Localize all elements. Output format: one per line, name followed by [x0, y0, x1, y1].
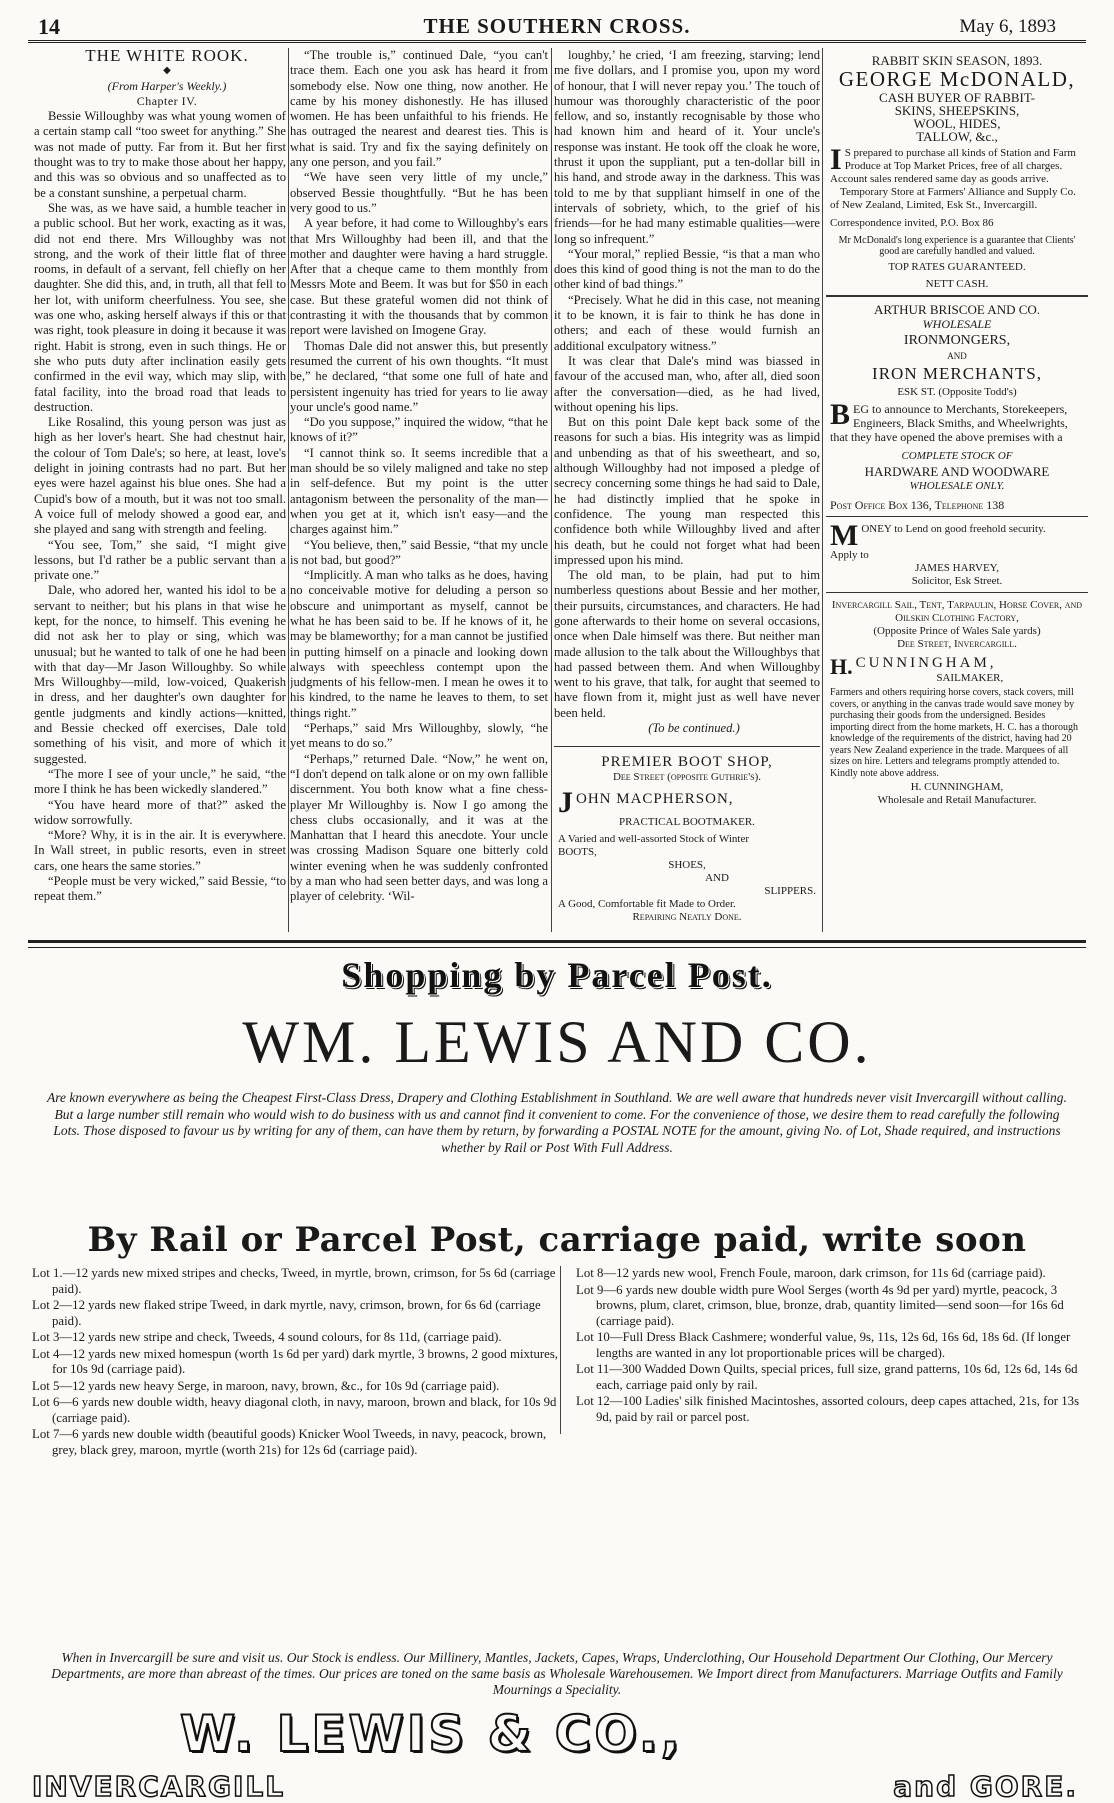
lot-item: Lot 6—6 yards new double width, heavy diagonal cloth, in navy, maroon, brown and black, for 10s 9d (carriage paid). [32, 1395, 557, 1425]
ad-line: COMPLETE STOCK OF [901, 450, 1013, 462]
money-ad [826, 516, 1088, 592]
drop-cap: M [830, 519, 859, 552]
lewis-intro: Are known everywhere as being the Cheapest First-Class Dress, Drapery and Clothing Establishment in Southland. We are well aware that hundreds never visit Invercargill without calling. But a large number still remain who would wish to do business with us and cannot find it convenient to come. For the convenience of those, we desire them to read carefully the following Lots. Those disposed to favour us by writing for any of them, can have them by return, by forwarding a POSTAL NOTE for the amount, giving No. of Lot, Shade required, and instructions whether by Rail or Post With Full Address. [47, 1090, 1067, 1155]
ad-line: JAMES HARVEY, [915, 562, 999, 574]
ad-line: WHOLESALE [922, 317, 992, 331]
rabbit-skin-ad [826, 48, 1088, 295]
ad-line: TOP RATES GUARANTEED. [888, 261, 1026, 273]
boot-shop-ad [554, 746, 820, 928]
ad-line: HARDWARE AND WOODWARE [864, 464, 1050, 479]
ad-line: A Good, Comfortable fit Made to Order. [558, 898, 736, 911]
bootmaker-trade: PRACTICAL BOOTMAKER. [619, 816, 755, 829]
page-number: 14 [38, 14, 60, 39]
paragraph: “Perhaps,” returned Dale. “Now,” he went on, “I don't depend on talk alone or on my own fallible discernment. You both know what a fine chess-player Mr Willoughby is. Now I go among the chess clubs occasionally, and it was at the Manhattan that I heard this anecdote. Your uncle was crossing Madison Square one bitterly cold winter evening when he was suddenly confronted by a man who had seen better days, and was long a player of celebrity. ‘Wil- [290, 751, 548, 904]
diamond-ornament: ◆ [163, 65, 171, 77]
ad-line: Dee Street, Invercargill. [897, 638, 1017, 650]
lot-item: Lot 4—12 yards new mixed homespun (worth 1s 6d per yard) dark myrtle, 3 browns, 2 good mixtures, for 10s 9d (carriage paid). [32, 1346, 559, 1376]
boot-shop-title: PREMIER BOOT SHOP, [601, 754, 773, 771]
paragraph: “You believe, then,” said Bessie, “that my uncle is not bad, but good?” [290, 537, 548, 567]
merchant-name: ARTHUR BRISCOE AND CO. [873, 302, 1041, 317]
column-rule [822, 48, 823, 932]
ad-line: SKINS, SHEEPSKINS, [894, 103, 1020, 118]
ad-body: S prepared to purchase all kinds of Station and Farm Produce at Top Market Prices, free of all charges. Account sales rendered same day as goods arrive. [830, 147, 1076, 185]
ad-line: TALLOW, &c., [916, 129, 998, 144]
lot-item: Lot 2—12 yards new flaked stripe Tweed, in dark myrtle, navy, crimson, brown, for 6s 6d (carriage paid). [32, 1298, 541, 1328]
section-rule [28, 940, 1086, 948]
to-be-continued: (To be continued.) [648, 721, 740, 736]
merchant-name: GEORGE McDONALD, [838, 67, 1076, 91]
paragraph: “We have seen very little of my uncle,” observed Bessie thoughtfully. “But he has been very good to us.” [290, 170, 548, 215]
ad-line: BOOTS, [558, 846, 597, 859]
ad-body: Farmers and others requiring horse covers, stack covers, mill covers, or anything in the canvas trade would save money by purchasing their goods from the undersigned. Besides importing direct from the home markets, H. C. has a thorough knowledge of the requirements of the district, having had 20 years New Zealand experience in the trade. Marquees of all sizes on hire. Letters and telegrams promptly attended to. Kindly note above address. [830, 687, 1079, 779]
bootmaker-name: OHN MACPHERSON, [576, 791, 734, 808]
ad-line: AND [947, 351, 967, 361]
drop-cap: J [558, 786, 573, 820]
ad-line: WHOLESALE ONLY. [909, 480, 1005, 492]
story-column-3 [554, 48, 820, 932]
column-rule [551, 48, 552, 932]
paragraph: “More? Why, it is in the air. It is everywhere. In Wall street, in public resorts, even in street cars, one hears the same stories.” [34, 828, 286, 873]
paragraph: “Precisely. What he did in this case, not meaning it to be known, it is fair to think he has done in others; and each of these would furnish an additional exculpatory witness.” [554, 292, 820, 353]
lots-left [20, 1266, 558, 1459]
briscoe-ad [826, 295, 1088, 516]
ad-line: Apply to [830, 549, 869, 561]
ad-line: Repairing Neatly Done. [632, 911, 742, 924]
paragraph: “The trouble is,” continued Dale, “you can't trace them. Each one you ask has heard it from somebody else. Now one thing, now another. He came by his money dishonestly. He has illused women. He has been unfaithful to his friends. He has outraged the nearest and dearest ties. This is what is said. Try and fix the saying definitely on any one person, and you fail.” [290, 48, 548, 170]
ad-heading: Invercargill Sail, Tent, Tarpaulin, Horse Cover, and Oilskin Clothing Factory, [831, 599, 1083, 624]
newspaper-title: THE SOUTHERN CROSS. [423, 14, 691, 38]
paragraph: “Implicitly. A man who talks as he does, having no conceivable motive for deluding a person so obscure and unimportant as myself, cannot be what he has been said to be. If he knows of it, he may be blameworthy; for a man cannot be justified in putting himself on a pinacle and looking down always with speechless contempt upon the judgments of his fellow-men. I mean he owes it to his kindred, to the name he leaves to them, to set things right.” [290, 568, 548, 720]
paragraph: “You see, Tom,” she said, “I might give lessons, but I'd rather be a public servant than a private one.” [34, 537, 286, 583]
ad-line: WOOL, HIDES, [913, 116, 1001, 131]
ad-line: Post Office Box 136, Telephone 138 [830, 498, 1005, 512]
paragraph: Thomas Dale did not answer this, but presently resumed the current of his own thoughts. “It must be,” he declared, “that some one full of hate and persistent ingenuity has tried for years to lie away your uncle's good name.” [290, 338, 548, 414]
shopping-heading: Shopping by Parcel Post. [341, 955, 773, 995]
lot-item: Lot 10—Full Dress Black Cashmere; wonderful value, 9s, 11s, 12s 6d, 16s 6d, 18s 6d. (If longer lengths are wanted in any lot proportionable prices will be charged). [576, 1330, 1071, 1360]
ad-line: SHOES, [668, 859, 706, 872]
ad-line: NETT CASH. [925, 278, 989, 290]
paragraph: It was clear that Dale's mind was biassed in favour of the accused man, who, after all, died soon after the conversation—died, as he had lived, without opening his lips. [554, 353, 820, 414]
lot-item: Lot 5—12 yards new heavy Serge, in maroon, navy, brown, &c., for 10s 9d (carriage paid). [32, 1378, 500, 1393]
gore-banner: and GORE. [893, 1770, 1078, 1803]
boot-shop-address: Dee Street (opposite Guthrie's). [612, 771, 762, 784]
invercargill-banner: INVERCARGILL [32, 1770, 286, 1803]
ad-line: IRONMONGERS, [903, 333, 1011, 348]
ad-body: EG to announce to Merchants, Storekeepers, Engineers, Black Smiths, and Wheelwrights, that they have opened the above premises with a [830, 402, 1068, 444]
ad-line: AND [705, 872, 729, 885]
cunningham-ad [826, 592, 1088, 811]
ad-body: ONEY to Lend on good freehold security. [861, 523, 1046, 535]
lots-right [564, 1266, 1088, 1426]
drop-cap: I [830, 143, 842, 176]
ad-line: A Varied and well-assorted Stock of Winter [558, 833, 749, 846]
ad-line: CASH BUYER OF RABBIT- [879, 90, 1035, 105]
paragraph: “I cannot think so. It seems incredible that a man should be so vilely maligned and take no step in self-defence. But my point is the utter antagonism between the personality of the man—when you get at it, which isn't easy—and the charges against him.” [290, 445, 548, 537]
lot-item: Lot 7—6 yards new double width (beautiful goods) Knicker Wool Tweeds, in navy, peacock, brown, grey, black grey, maroon, myrtle (worth 21s) for 12s 6d (carriage paid). [32, 1427, 547, 1457]
issue-date: May 6, 1893 [959, 16, 1056, 37]
lot-item: Lot 9—6 yards new double width pure Wool Serges (worth 4s 9d per yard) myrtle, peacock, 3 browns, plum, claret, crimson, blue, bronze, drab, quantity limited—send soon—for 16s 6d (carriage paid). [576, 1282, 1064, 1328]
ad-line: Mr McDonald's long experience is a guarantee that Clients' good are carefully handled and valued. [838, 235, 1076, 257]
ad-line: Solicitor, Esk Street. [911, 575, 1003, 587]
ad-heading: RABBIT SKIN SEASON, 1893. [871, 53, 1043, 68]
masthead [28, 14, 1086, 43]
ad-line: Wholesale and Retail Manufacturer. [877, 794, 1037, 806]
paragraph: Like Rosalind, this young person was just as high as her lover's heart. She had chestnut hair, the colour of Tom Dale's; so here, at least, love's delight in joining contrasts had no part. But her eyes were hazel against his blue ones. She had a Cupid's bow of a mouth, but it was not too small. A voice full of melody showed a good ear, and she played and sang with strength and feeling. [34, 415, 286, 537]
drop-cap: H. [830, 654, 853, 679]
chapter-heading: Chapter IV. [136, 93, 198, 108]
paragraph: “People must be very wicked,” said Bessie, “to repeat them.” [34, 874, 286, 904]
ad-line: (Opposite Prince of Wales Sale yards) [873, 625, 1041, 637]
ad-line: H. CUNNINGHAM, [910, 781, 1004, 793]
lot-item: Lot 12—100 Ladies' silk finished Macintoshes, assorted colours, deep capes attached, 21s, for 13s 9d, paid by rail or parcel post. [576, 1394, 1080, 1424]
lot-item: Lot 8—12 yards new wool, French Foule, maroon, dark crimson, for 11s 6d (carriage paid). [576, 1266, 1046, 1280]
story-title: THE WHITE ROOK. [85, 48, 249, 65]
rail-heading: By Rail or Parcel Post, carriage paid, write soon [87, 1220, 1027, 1260]
story-source: (From Harper's Weekly.) [107, 78, 227, 93]
paragraph: She was, as we have said, a humble teacher in a public school. But her work, exacting as it was, did not end there. Mrs Willoughby was not strong, and the work of their little flat of three rooms, in default of a servant, fell chiefly on her daughter. She did this, and, in truth, all that fell to her lot, with uniform cheerfulness. You see, she was one who, asking herself always if this or that was right, took pleasure in doing it because it was right. Habit is strong, even in such things. He or she who puts duty after inclination easily gets confirmed in the evil way, which may slip, with fatal facility, into the broad road that leads to destruction. [34, 200, 286, 414]
lewis-banner: W. LEWIS & CO., [180, 1705, 683, 1763]
story-column-1 [34, 48, 286, 932]
paragraph: The old man, to be plain, had put to him numberless questions about Bessie and her mother, their pursuits, circumstances, and characters. He had gone afterwards to their home on several occasions, once when Dale himself was there. But neither man made allusion to the talk about the Willoughbys that had passed between them. And when Willoughby went to his grave, that talk, for aught that seemed to have flown from it, might just as well have never been held. [554, 568, 820, 720]
paragraph: “You have heard more of that?” asked the widow sorrowfully. [34, 797, 286, 827]
lewis-footer-note: When in Invercargill be sure and visit us. Our Stock is endless. Our Millinery, Mantles, Jackets, Capes, Wraps, Underclothing, Our Household Department Our Clothing, Our Mercery Departments, are more than abreast of the times. Our prices are toned on the same basis as Wholesale Warehousemen. We Import direct from Manufacturers. Marriage Outfits and Family Mournings a Speciality. [51, 1650, 1063, 1697]
paragraph: A year before, it had come to Willoughby's ears that Mrs Willoughby had been ill, and that the mother and daughter were having a hard struggle. After that a cheque came to them monthly from Messrs Mote and Beem. It was but for $50 in each case. But these grateful women did not think of contrasting it with the thousands that by common report were lavished on Imogene Gray. [290, 216, 548, 338]
paragraph: “Perhaps,” said Mrs Willoughby, slowly, “he yet means to do so.” [290, 721, 548, 751]
ad-line: ESK ST. (Opposite Todd's) [897, 386, 1017, 398]
lewis-title: WM. LEWIS AND CO. [242, 1009, 872, 1075]
column-rule [560, 1266, 561, 1434]
ad-body: Temporary Store at Farmers' Alliance and Supply Co. of New Zealand, Limited, Esk St., Invercargill. [830, 186, 1076, 211]
ad-line: SAILMAKER, [936, 672, 1004, 684]
ads-column [826, 48, 1088, 932]
drop-cap: B [830, 398, 851, 431]
paragraph: loughby,’ he cried, ‘I am freezing, starving; lend me five dollars, and I promise you, upon my word of honour, that I will never repay you.’ The touch of humour was thoroughly characteristic of the poor fellow, and so, instantly recognisable by those who had known him and heard of it. Your uncle's response was instant. He took off the cloak he wore, thrust it upon the suppliant, put a ten-dollar bill in his hand, and strode away in the darkness. This was told to me by that suppliant himself in one of the intervals of sobriety, which, to the grief of his friends—for he had many estimable qualities—were long so infrequent.” [554, 48, 820, 246]
merchant-name: CUNNINGHAM, [855, 655, 997, 671]
ad-heading: IRON MERCHANTS, [872, 364, 1042, 383]
lot-item: Lot 3—12 yards new stripe and check, Tweeds, 4 sound colours, for 8s 11d, (carriage paid). [32, 1330, 502, 1344]
story-column-2 [290, 48, 548, 932]
lot-item: Lot 1.—12 yards new mixed stripes and checks, Tweed, in myrtle, brown, crimson, for 5s 6d (carriage paid). [32, 1266, 556, 1296]
ad-line: Correspondence invited, P.O. Box 86 [830, 217, 994, 229]
paragraph: Dale, who adored her, wanted his idol to be a servant to neither; but his plans in that wise he kept, for the nonce, to himself. This evening he did not ask her to play or sing, which was unusual; but he wanted to talk of one he had been with that day—Mr Jason Willoughby. So while Mrs Willoughby—mild, low-voiced, Quakerish in dress, and her daughter's own daughter for gentle judgments and kindly actions—knitted, and Bessie checked off exercises, Dale told something of his visit, and more of which it suggested. [34, 583, 286, 766]
ad-line: SLIPPERS. [764, 885, 816, 898]
column-rule [288, 48, 289, 932]
paragraph: “Do you suppose,” inquired the widow, “that he knows of it?” [290, 415, 548, 445]
paragraph: Bessie Willoughby was what young women of a certain stamp call “too sweet for anything.” She was not made of putty. Far from it. But her first thought was to try to make those about her happy, and this was so obvious and so unaffected as to be a constant sunshine, a perpetual charm. [34, 109, 286, 200]
paragraph: “Your moral,” replied Bessie, “is that a man who does this kind of good thing is not the man to do the other kind of bad things.” [554, 246, 820, 292]
paragraph: “The more I see of your uncle,” he said, “the more I think he has been wickedly slandered.” [34, 766, 286, 797]
paragraph: But on this point Dale kept back some of the reasons for such a bias. His integrity was as limpid and unbending as that of his sweetheart, and so, although Willoughby had not imposed a pledge of secrecy concerning some things he had said to Dale, he had distinctly implied that he spoke in confidence. The young man respected this confidence both while Willoughby lived and after his death, but he could not forget what had been impressed upon his mind. [554, 415, 820, 567]
lot-item: Lot 11—300 Wadded Down Quilts, special prices, full size, grand patterns, 10s 6d, 12s 6d, 14s 6d each, carriage paid only by rail. [576, 1362, 1078, 1392]
